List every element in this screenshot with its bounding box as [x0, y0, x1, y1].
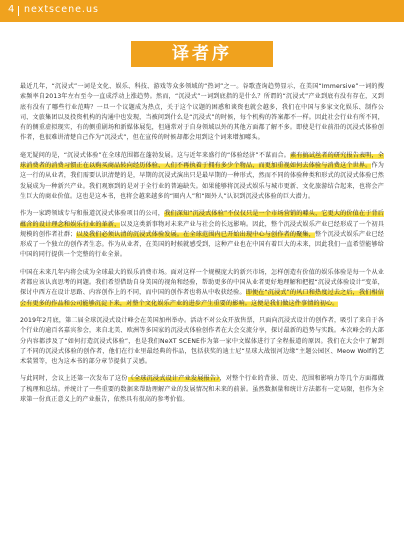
text-segment: 2019年2月底，第二届全球沉浸式设计峰会在美国加州举办。活动不对公众开放售票，只面向沉浸式设计的创作者，吸引了来自于各个行业的逾百名嘉宾参会，来自北美、欧洲等多国家的沉浸式体验创作者在大会交流分享，探讨最新的趋势与实践。本次峰会的大部分内容都涉及了“如何打造沉浸式体验”，也是我们NeXT SCENE作为第一家中文媒体进行了全程报道的原因。我们在大会中了解到了不同的沉浸式体验的创作者，他们在行业里最经典的作品，包括获奖的迪士尼“星球大战银河边缘”主题公园区、Meow Wolf的艺术装置等，也为这本书的部分章节提供了灵感。 — [20, 316, 384, 366]
highlighted-text: 我们深知“沉浸式体验”不仅仅只是一个市场营销的噱头，它更大的价值在于背后蕴含的设计理念和娱乐行业的革新， — [20, 210, 384, 228]
chapter-title: 译者序 — [131, 41, 273, 67]
text-segment: 如果能够将沉浸式娱乐与城市更新、文化旅游结合起来，也将会产生巨大的商业价值。这也是这本书，也将会越来越多的“圈内人”和“圈外人”认识到沉浸式体验的巨大潜力。 — [20, 182, 384, 200]
paragraph — [20, 209, 384, 260]
paragraph — [20, 374, 384, 405]
text-segment: 与此同时，会议上还第一次发布了这份 — [20, 375, 128, 383]
site-name: nextscene.us — [24, 4, 99, 15]
text-segment: 毫无疑问的是，“沉浸式体验”在全球范围都在蓬勃发展。这与近年来盛行的“体验经济”不谋而合。 — [20, 151, 291, 159]
header-bar — [0, 0, 404, 22]
highlighted-text: 以及我们必须认清的沉浸式体验发展。在全球范围内已开始出现中心与创作者的聚集， — [76, 230, 315, 238]
header-divider — [18, 6, 19, 16]
body-text — [20, 82, 384, 412]
paragraph — [20, 82, 384, 144]
text-segment: 最近几年，“沉浸式”一词是文化、娱乐、科技、游戏等众多领域的“热词”之一。谷歌查询趋势显示，在美国“Immersive”一词的搜索频率自2013年左右至今一直成浮动上涨趋势。然而，“沉浸式”一词到底指的是什么？所谓的“沉浸式”产业到底有没有存在，又到底有没有了哪些行业范畴？一旦一个议题成为热点，关于这个议题的困惑和谈资也就会越多，我们在中国与多家文化娱乐、制作公司、文旅集团以及投资机构的沟通中也发现，当被问到什么是“沉浸式”的时候，每个机构的答案都不一样。因此社会行业有所不同，有的侧重虚拟现实，有的侧重剧场和新媒体展览，但通常对于自身领域以外的其他方面都了解不多。即使是行业前沿的沉浸式体验创作者，也很难讲清楚自己作为“沉浸式”，但在宣传的时候却都会用到这个词来增加噱头。 — [20, 83, 384, 142]
text-segment: 以及这类新事物对未来产业与社会的长远影响。因此，整个沉浸式娱乐产业已经形成了一个初具规模的创作者社群； — [20, 220, 384, 238]
text-segment: ，对整个行业的背景、历史、范围和影响力等几个方面都做了梳理和总结。并统计了一些重要的数据来帮助理解产业的发展情况和未来的前景。虽然数据量和统计方法都有一定局限，但作为全球第一份真正意义上的产业报告，依然具有很高的参考价值。 — [20, 375, 384, 404]
paragraph — [20, 151, 384, 202]
paragraph — [20, 268, 384, 309]
text-segment: 中国在未来几年内将会成为全球最大的娱乐消费市场。面对这样一个规模庞大的新兴市场，怎样创造有价值的娱乐体验是每一个从业者都应该认真思考的问题。我们希望借助自身美国的视角和经验，帮助更多的中国从业者更好地理解和把握“沉浸式体验设计”变革，探讨中西方在设计思路、内容创作上的不同，而中国的创作者也将从中收获经验。 — [20, 268, 384, 297]
text-segment: 作为一家跨领域专与和报道沉浸式体验项目的公司， — [20, 210, 165, 218]
text-segment: 整个沉浸式娱乐产业已经形成了一个独立的创作者生态。作为从业者，在美国的时候就感受到，这种产业也在中国有着巨大的未来，因此我们一直希望能够给中国的同行提供一个完整的行业全景。 — [20, 230, 384, 259]
paragraph — [20, 316, 384, 367]
highlighted-text: 素有搞试丝者的研究报告表明，全球消费者的消费习惯正在以购买商品转向经历体验，人们不再执着于拥有多少个物品，而更加重视如何去体验与消费这个世界。 — [20, 151, 384, 170]
highlighted-text: 《全球沉浸式设计产业发展报告》 — [127, 375, 220, 383]
text-segment: 作为这一行的从业者，我们需要认识清楚的是，早期的沉浸式演出只是最早期的一种形式，然而不同的体验种类和形式的沉浸式体验已然发展成为一种新兴产业。我们观察到的是对于全行业的普遍缺失。 — [20, 162, 384, 190]
page-number: 4 — [8, 4, 15, 15]
highlighted-text: 即便在“沉浸式”的风口和热度过去之后，我们相信会有更多的作品和公司能够沉淀下来，对整个文化娱乐产业的进步产生重要的影响。这便是我们做这件事情的初心。 — [20, 289, 384, 307]
